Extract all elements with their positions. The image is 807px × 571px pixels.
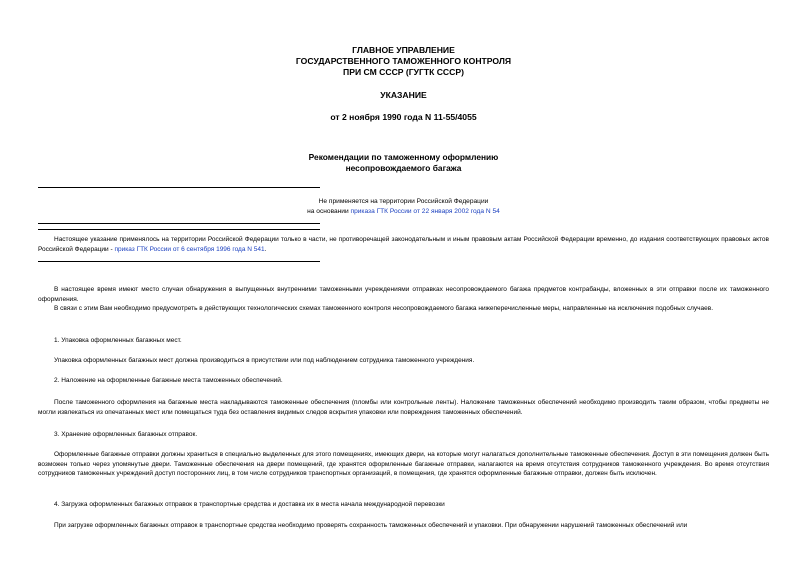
section-4-text: При загрузке оформленных багажных отправок в транспортные средства необходимо проверять сохранность таможенных обеспечений и упаковки. При обнаружении нарушений таможенных обеспечений или: [54, 522, 688, 529]
issuer-line-1: ГЛАВНОЕ УПРАВЛЕНИЕ: [352, 45, 455, 55]
document-date-number: от 2 ноября 1990 года N 11-55/4055: [330, 112, 477, 122]
section-3-title: 3. Хранение оформленных багажных отправок.: [54, 431, 198, 438]
status-note: [0, 197, 807, 217]
issuer-line-2: ГОСУДАРСТВЕННОГО ТАМОЖЕННОГО КОНТРОЛЯ: [295, 56, 512, 66]
divider-bottom: [38, 261, 320, 262]
intro-paragraph-1: В настоящее время имеют место случаи обнаружения в выпущенных внутренними таможенными учреждениями отправках несопровождаемого багажа предметов контрабанды, вложенных в эти отправки после их таможенного оформления.: [38, 286, 769, 303]
status-note-prefix: на основании: [307, 208, 351, 215]
issuer-header: [0, 45, 807, 78]
divider-status-2: [38, 229, 320, 230]
document-subject: [0, 152, 807, 174]
section-2-title: 2. Наложение на оформленные багажные места таможенных обеспечений.: [54, 377, 283, 384]
editor-note-suffix: .: [264, 245, 267, 253]
status-note-line-1: Не применяется на территории Российской Федерации: [318, 198, 489, 205]
section-1-title: 1. Упаковка оформленных багажных мест.: [54, 337, 182, 344]
section-4-title: 4. Загрузка оформленных багажных отправок в транспортные средства и доставка их в места начала международной перевозки: [54, 501, 445, 508]
divider-status-1: [38, 223, 320, 224]
intro-paragraph-2: В связи с этим Вам необходимо предусмотреть в действующих технологических схемах таможенного контроля несопровождаемого багажа нижеперечисленные меры, направленные на исключения подобных случаев.: [54, 305, 714, 312]
editor-note: [38, 235, 769, 254]
section-1-text: Упаковка оформленных багажных мест должна производиться в присутствии или под наблюдением сотрудника таможенного учреждения.: [54, 357, 475, 364]
section-3-text: Оформленные багажные отправки должны храниться в специально выделенных для этого помещениях, имеющих двери, на которые могут налагаться дополнительные таможенные обеспечения. Доступ в эти помещения должен быть возможен только через упомянутые двери. Таможенные обеспечения на двери помещений, где хранятся оформленные багажные отправки, налагаются на время отсутствия сотрудников таможенного учреждения. Во время отсутствия сотрудников таможенных учреждений доступ посторонних лиц, в том числе сотрудников транспортных организаций, в помещения, где хранятся оформленные багажные отправки, должен быть исключен.: [38, 451, 769, 478]
issuer-line-3: ПРИ СМ СССР (ГУГТК СССР): [343, 67, 464, 77]
subject-line-1: Рекомендации по таможенному оформлению: [308, 152, 499, 162]
subject-line-2: несопровождаемого багажа: [345, 163, 462, 173]
status-note-line-2: [0, 207, 807, 217]
editor-note-order-link[interactable]: приказ ГТК России от 6 сентября 1996 года N 541: [114, 245, 265, 253]
document-type: УКАЗАНИЕ: [380, 90, 427, 100]
editor-note-text: Настоящее указание применялось на территории Российской Федерации только в части, не противоречащей законодательным и иным правовым актам Российской Федерации временно, до издания соответствующих правовых актов Российской Федерации -: [38, 236, 769, 253]
section-2-text: После таможенного оформления на багажные места накладываются таможенные обеспечения (пломбы или контрольные ленты). Наложение таможенных обеспечений необходимо производить таким образом, чтобы предметы не могли извлекаться из опечатанных мест или помещаться туда без оставления видимых следов вскрытия упаковки или повреждения таможенных обеспечений.: [38, 399, 769, 416]
status-order-link[interactable]: приказа ГТК России от 22 января 2002 года N 54: [350, 208, 500, 215]
divider-top: [38, 187, 320, 188]
